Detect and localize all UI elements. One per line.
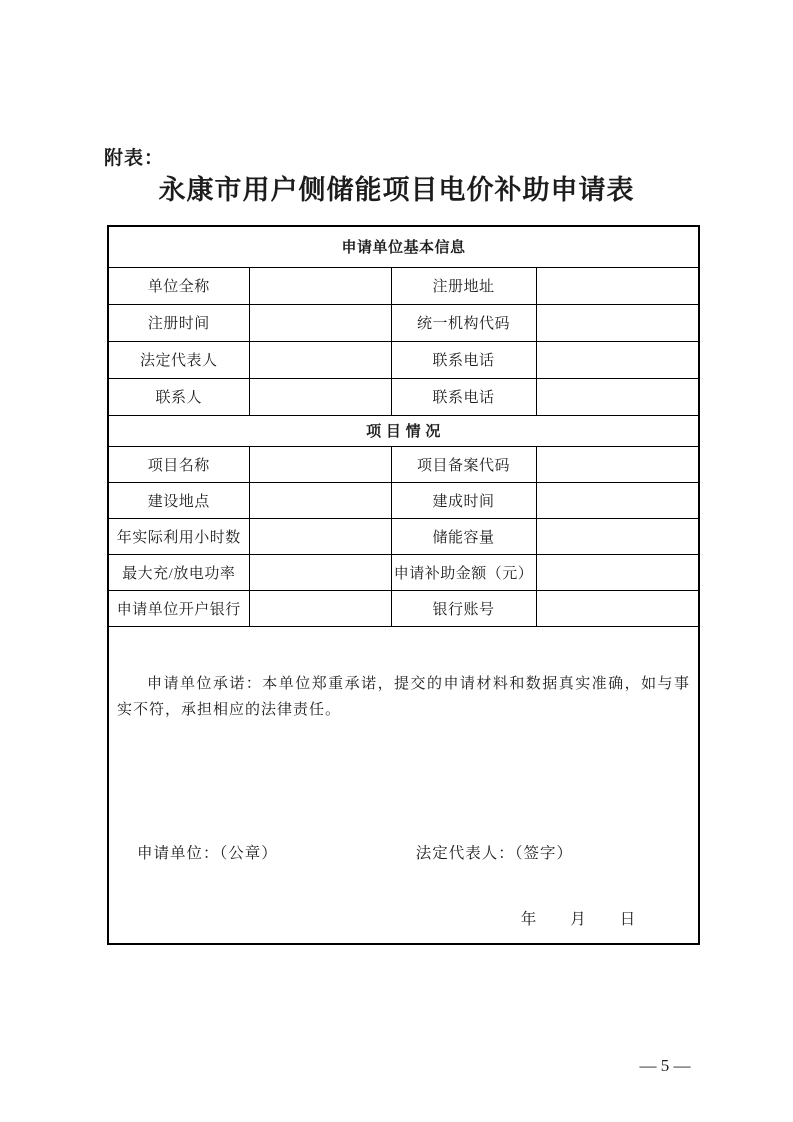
value-project-name xyxy=(249,446,391,482)
table-row xyxy=(108,590,699,626)
value-project-record-code xyxy=(536,446,699,482)
value-unified-org-code xyxy=(536,304,699,341)
attachment-label: 附表： xyxy=(104,148,165,169)
label-contact-phone-1: 联系电话 xyxy=(391,341,536,378)
label-legal-representative: 法定代表人 xyxy=(108,341,249,378)
table-row-commitment xyxy=(108,626,699,944)
value-subsidy-amount xyxy=(536,554,699,590)
value-bank-account xyxy=(536,590,699,626)
label-subsidy-amount: 申请补助金额（元） xyxy=(391,554,536,590)
table-row xyxy=(108,554,699,590)
commitment-text: 申请单位承诺：本单位郑重承诺，提交的申请材料和数据真实准确，如与事实不符，承担相应的法律责任。 xyxy=(117,675,691,718)
section1-header: 申请单位基本信息 xyxy=(108,226,699,267)
value-max-charge-discharge-power xyxy=(249,554,391,590)
label-registered-address: 注册地址 xyxy=(391,267,536,304)
value-construction-site xyxy=(249,482,391,518)
label-unified-org-code: 统一机构代码 xyxy=(391,304,536,341)
value-legal-representative xyxy=(249,341,391,378)
table-row xyxy=(108,446,699,482)
label-annual-utilization-hours: 年实际利用小时数 xyxy=(108,518,249,554)
value-registered-address xyxy=(536,267,699,304)
table-row xyxy=(108,482,699,518)
label-unit-full-name: 单位全称 xyxy=(108,267,249,304)
label-max-charge-discharge-power: 最大充/放电功率 xyxy=(108,554,249,590)
label-registration-time: 注册时间 xyxy=(108,304,249,341)
table-row xyxy=(108,518,699,554)
table-row xyxy=(108,341,699,378)
label-applicant-bank: 申请单位开户银行 xyxy=(108,590,249,626)
applicant-signature-label: 申请单位：（公章） xyxy=(137,844,278,862)
date-line: 年 月 日 xyxy=(520,910,637,928)
table-row xyxy=(108,378,699,415)
value-applicant-bank xyxy=(249,590,391,626)
value-contact-phone-2 xyxy=(536,378,699,415)
label-contact-person: 联系人 xyxy=(108,378,249,415)
value-unit-full-name xyxy=(249,267,391,304)
label-completion-time: 建成时间 xyxy=(391,482,536,518)
table-row xyxy=(108,267,699,304)
value-contact-person xyxy=(249,378,391,415)
label-project-name: 项目名称 xyxy=(108,446,249,482)
signature-row xyxy=(109,841,698,863)
label-project-record-code: 项目备案代码 xyxy=(391,446,536,482)
page-title: 永康市用户侧储能项目电价补助申请表 xyxy=(158,175,635,205)
value-storage-capacity xyxy=(536,518,699,554)
value-registration-time xyxy=(249,304,391,341)
commitment-cell xyxy=(108,626,699,944)
label-bank-account: 银行账号 xyxy=(391,590,536,626)
table-row xyxy=(108,304,699,341)
value-annual-utilization-hours xyxy=(249,518,391,554)
page-number: — 5 — xyxy=(639,1056,691,1075)
label-contact-phone-2: 联系电话 xyxy=(391,378,536,415)
table-row-section1-header xyxy=(108,226,699,267)
value-contact-phone-1 xyxy=(536,341,699,378)
table-row-section2-header xyxy=(108,415,699,446)
label-construction-site: 建设地点 xyxy=(108,482,249,518)
application-form-table xyxy=(107,225,700,945)
section2-header: 项 目 情 况 xyxy=(108,415,699,446)
representative-signature-label: 法定代表人：（签字） xyxy=(415,844,574,862)
label-storage-capacity: 储能容量 xyxy=(391,518,536,554)
value-completion-time xyxy=(536,482,699,518)
